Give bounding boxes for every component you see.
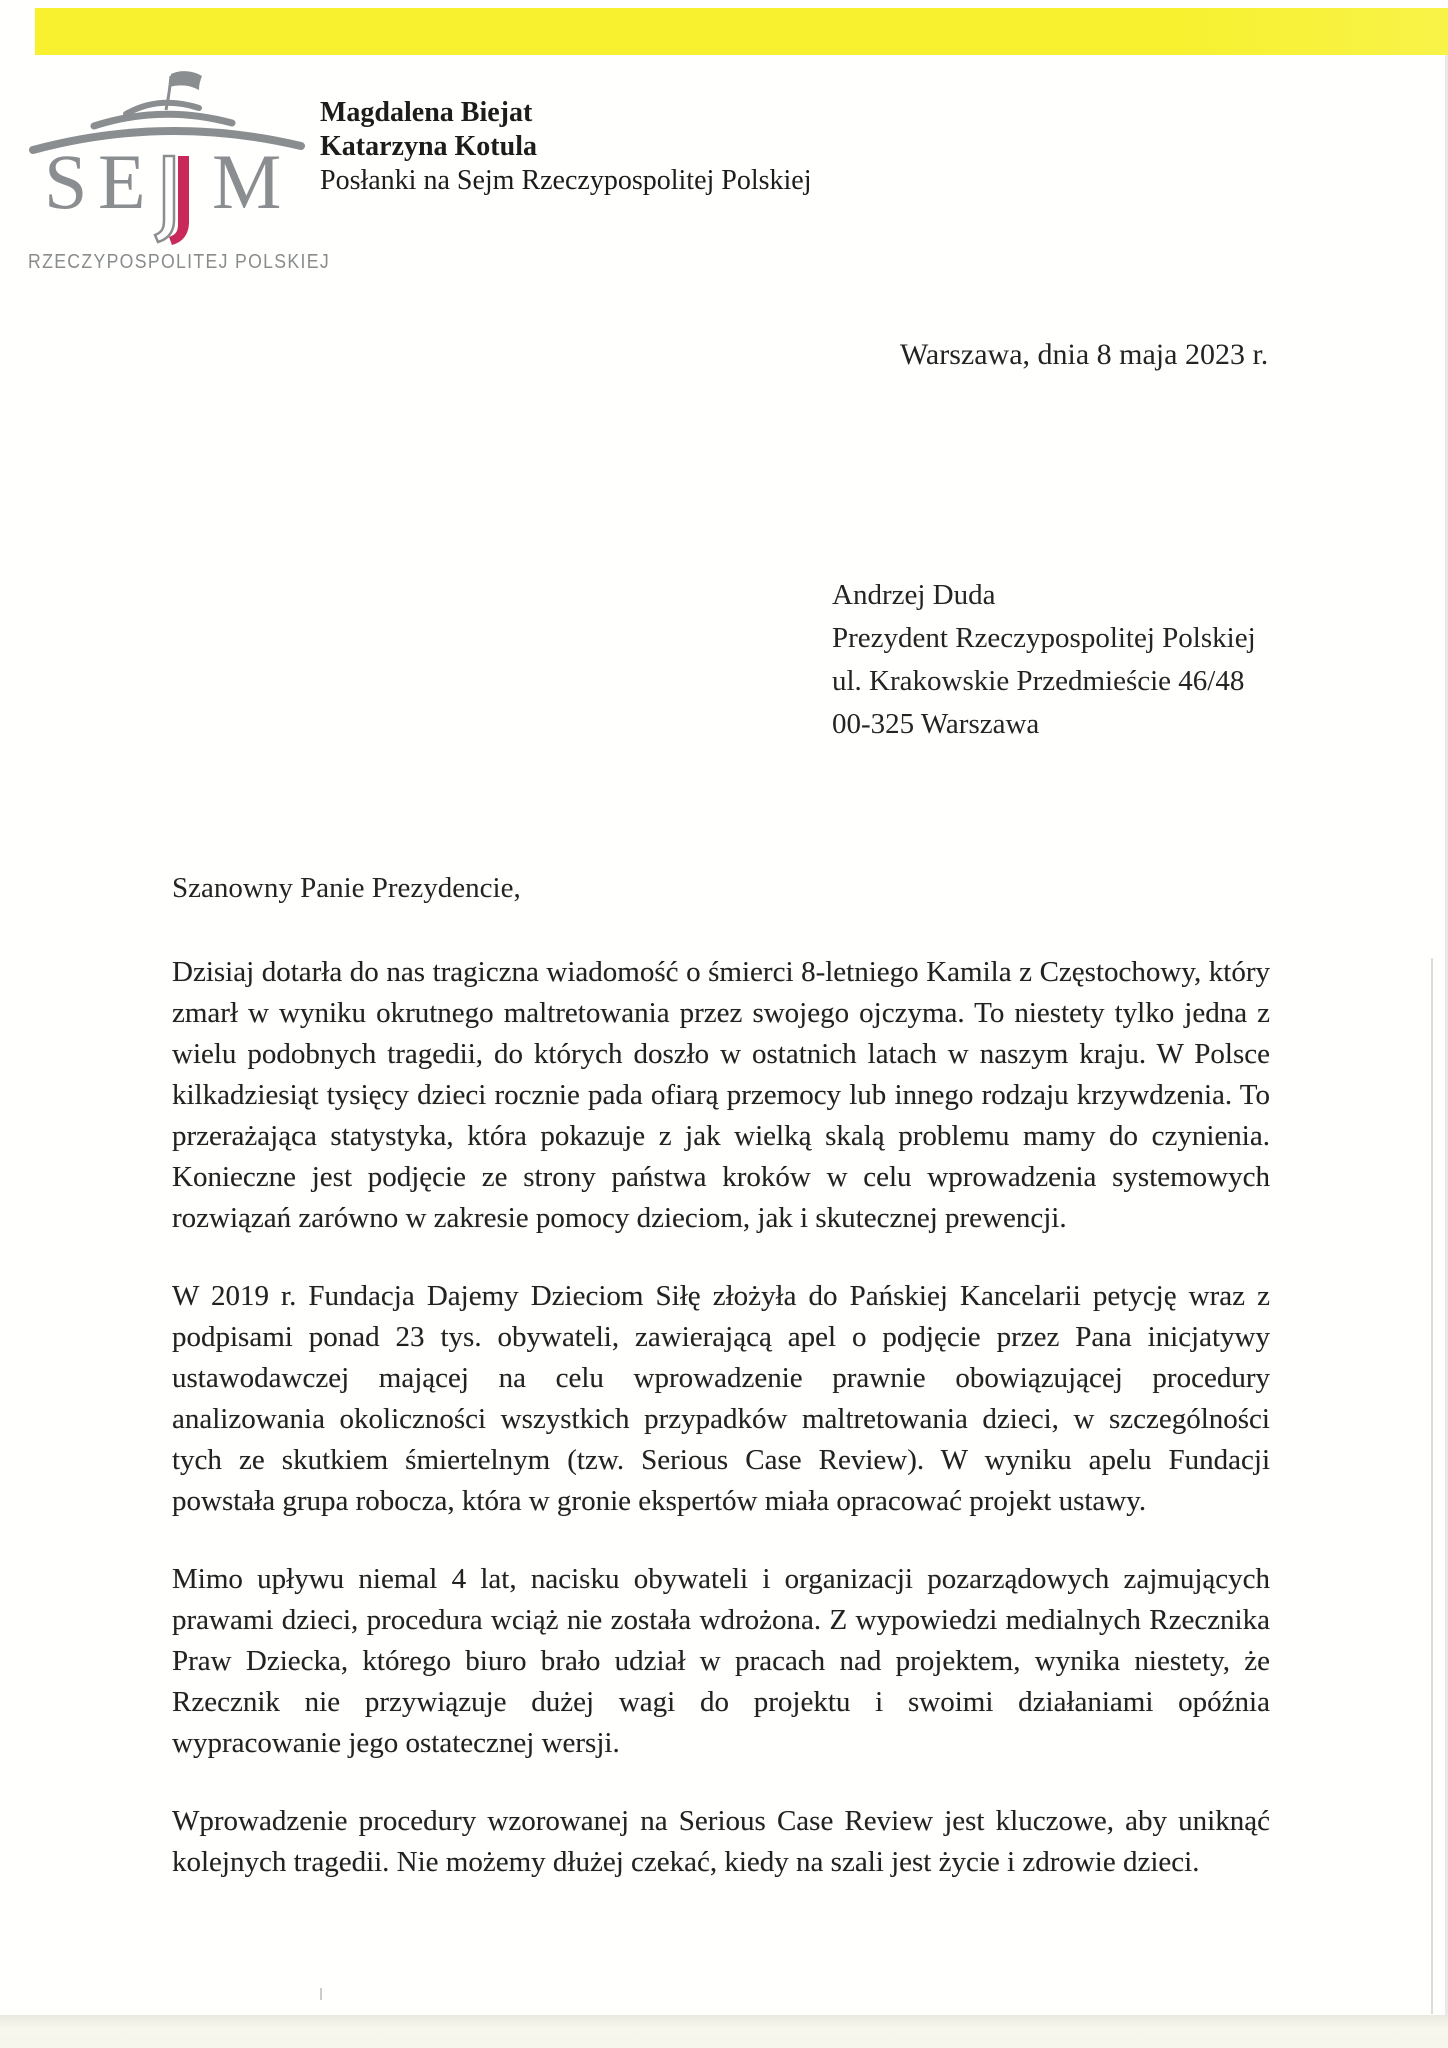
paragraph-4: Wprowadzenie procedury wzorowanej na Serious Case Review jest kluczowe, aby uniknąć kolejnych tragedii. Nie możemy dłużej czekać, kiedy na szali jest życie i zdrowie dzieci. [172, 1805, 1270, 1878]
logo-letter-s: S [44, 138, 88, 225]
sender-name-2: Katarzyna Kotula [320, 131, 537, 162]
sejm-logo [20, 60, 340, 280]
yellow-highlight-bar-top [35, 8, 1448, 55]
sender-block [320, 96, 812, 198]
recipient-street: ul. Krakowskie Przedmieście 46/48 [832, 665, 1245, 697]
recipient-city: 00-325 Warszawa [832, 708, 1040, 740]
logo-wordmark [44, 138, 281, 245]
logo-letter-m: M [212, 138, 282, 225]
logo-letter-e: E [98, 138, 146, 225]
logo-caption: RZECZYPOSPOLITEJ POLSKIEJ [28, 251, 330, 273]
sender-role: Posłanki na Sejm Rzeczypospolitej Polskiej [320, 165, 812, 196]
logo-letter-j [155, 156, 189, 245]
letter-body [172, 952, 1270, 1920]
dateline: Warszawa, dnia 8 maja 2023 r. [900, 338, 1269, 371]
recipient-title: Prezydent Rzeczypospolitej Polskiej [832, 622, 1256, 654]
paragraph-2: W 2019 r. Fundacja Dajemy Dzieciom Siłę złożyła do Pańskiej Kancelarii petycję wraz z podpisami ponad 23 tys. obywateli, zawierającą apel o podjęcie przez Pana inicjatywy ustawodawczej mającej na celu wprowadzenie prawnie obowiązującej procedury analizowania okoliczności wszystkich przypadków maltretowania dzieci, w szczególności tych ze skutkiem śmiertelnym (tzw. Serious Case Review). W wyniku apelu Fundacji powstała grupa robocza, która w gronie ekspertów miała opracować projekt ustawy. [172, 1280, 1270, 1517]
paragraph-1: Dzisiaj dotarła do nas tragiczna wiadomość o śmierci 8-letniego Kamila z Częstochowy, który zmarł w wyniku okrutnego maltretowania przez swojego ojczyma. To niestety tylko jedna z wielu podobnych tragedii, do których doszło w ostatnich latach w naszym kraju. W Polsce kilkadziesiąt tysięcy dzieci rocznie pada ofiarą przemocy lub innego rodzaju krzywdzenia. To przerażająca statystyka, która pokazuje z jak wielką skalą problemu mamy do czynienia. Konieczne jest podjęcie ze strony państwa kroków w celu wprowadzenia systemowych rozwiązań zarówno w zakresie pomocy dzieciom, jak i skutecznej prewencji. [172, 956, 1270, 1234]
recipient-block [832, 574, 1256, 746]
scan-artifact-tick [320, 1988, 322, 2000]
recipient-name: Andrzej Duda [832, 579, 996, 611]
scan-artifact-vertical-line [1431, 958, 1433, 2014]
highlight-bar-bottom [0, 2015, 1448, 2048]
salutation: Szanowny Panie Prezydencie, [172, 872, 521, 904]
sender-name-1: Magdalena Biejat [320, 97, 533, 128]
paragraph-3: Mimo upływu niemal 4 lat, nacisku obywateli i organizacji pozarządowych zajmujących prawami dzieci, procedura wciąż nie została wdrożona. Z wypowiedzi medialnych Rzecznika Praw Dziecka, którego biuro brało udział w pracach nad projektem, wynika niestety, że Rzecznik nie przywiązuje dużej wagi do projektu i swoimi działaniami opóźnia wypracowanie jego ostatecznej wersji. [172, 1563, 1270, 1759]
